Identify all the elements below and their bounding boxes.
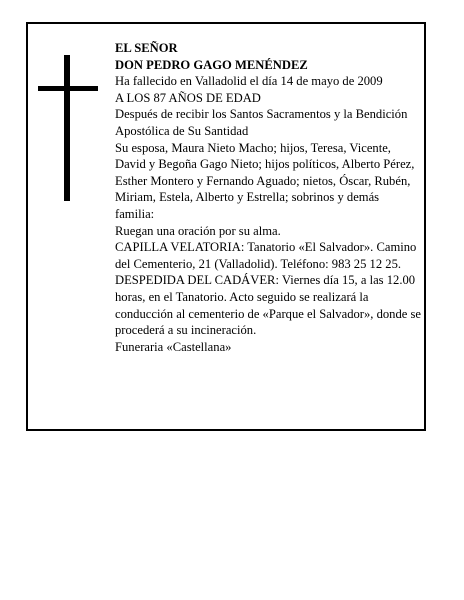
funeral-home: Funeraria «Castellana» xyxy=(115,339,232,354)
notice-text xyxy=(115,40,421,355)
age-statement: A LOS 87 AÑOS DE EDAD xyxy=(115,90,261,105)
death-statement: Ha fallecido en Valladolid el día 14 de mayo de 2009 xyxy=(115,74,383,89)
farewell-info: DESPEDIDA DEL CADÁVER: Viernes día 15, a las 12.00 horas, en el Tanatorio. Acto seguido se realizará la conducción al cementerio de «Parque el Salvador», donde se procederá a su incineración. xyxy=(115,273,421,338)
sacraments-statement: Después de recibir los Santos Sacramentos y la Bendición Apostólica de Su Santidad xyxy=(115,107,408,138)
obituary-notice xyxy=(26,22,426,431)
deceased-name: DON PEDRO GAGO MENÉNDEZ xyxy=(115,57,308,72)
chapel-info: CAPILLA VELATORIA: Tanatorio «El Salvador». Camino del Cementerio, 21 (Valladolid). Teléfono: 983 25 12 25. xyxy=(115,240,417,271)
notice-title: EL SEÑOR xyxy=(115,41,178,55)
prayer-request: Ruegan una oración por su alma. xyxy=(115,223,281,238)
cross-icon xyxy=(38,55,98,201)
family-list: Su esposa, Maura Nieto Macho; hijos, Teresa, Vicente, David y Begoña Gago Nieto; hijos políticos, Alberto Pérez, Esther Montero y Fernando Aguado; nietos, Óscar, Rubén, Miriam, Estela, Alberto y Estrella; sobrinos y demás familia: xyxy=(115,140,415,221)
cross-vertical-bar xyxy=(64,55,70,201)
cross-horizontal-bar xyxy=(38,86,98,91)
